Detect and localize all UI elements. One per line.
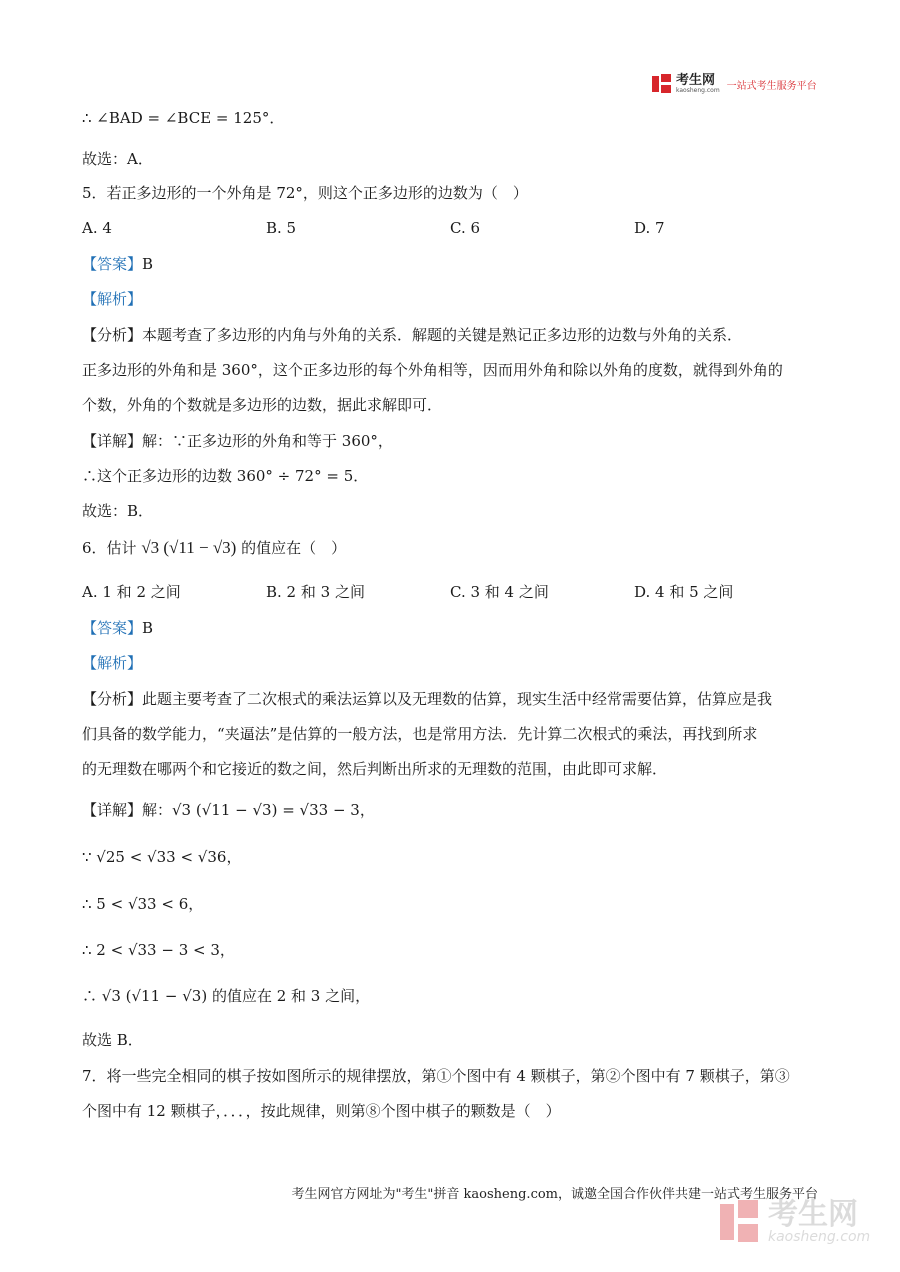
- answer-line: [82, 254, 153, 274]
- kaosheng-watermark-icon: [720, 1200, 760, 1244]
- analysis-text: 此题主要考查了二次根式的乘法运算以及无理数的估算，现实生活中经常需要估算，估算应是我: [142, 690, 773, 708]
- watermark-domain: kaosheng.com: [768, 1229, 871, 1245]
- text-line: 个图中有 12 颗棋子，．．．，按此规律，则第⑧个图中棋子的颗数是（ ）: [82, 1102, 561, 1120]
- question-5: 5．若正多边形的一个外角是 72°，则这个正多边形的边数为（ ）: [82, 184, 528, 202]
- choice-b: B. 2 和 3 之间: [266, 583, 365, 601]
- q6-prefix: 6．估计: [82, 539, 142, 557]
- choice-a: A. 4: [82, 219, 112, 237]
- q6-expression: √3 (√11 − √3): [141, 538, 237, 557]
- text-line: 个数，外角的个数就是多边形的边数，据此求解即可．: [82, 396, 443, 414]
- logo-slogan: 一站式考生服务平台: [726, 80, 817, 92]
- logo-domain: kaosheng.com: [676, 87, 720, 94]
- math-line: ∴ √3 (√11 − √3) 的值应在 2 和 3 之间，: [82, 987, 371, 1005]
- choice-b: B. 5: [266, 219, 297, 237]
- header-logo: [652, 74, 817, 94]
- watermark: [720, 1197, 871, 1245]
- answer-value: B: [142, 255, 154, 273]
- analysis-tag: 【解析】: [82, 654, 143, 672]
- text-line: 正多边形的外角和是 360°，这个正多边形的每个外角相等，因而用外角和除以外角的度数，就得到外角的: [82, 361, 783, 379]
- math-line: ∵ √25 < √33 < √36，: [82, 848, 242, 866]
- q6-suffix: 的值应在（ ）: [236, 539, 347, 557]
- question-6: [82, 538, 346, 558]
- footer-text: 考生网官方网址为"考生"拼音 kaosheng.com，诚邀全国合作伙伴共建一站式考生服务平台: [291, 1187, 818, 1202]
- text-line: ∴ ∠BAD = ∠BCE = 125°．: [82, 109, 285, 127]
- text-line: 故选 B．: [82, 1031, 143, 1049]
- kaosheng-logo-icon: [652, 74, 672, 94]
- answer-line: [82, 618, 153, 638]
- text-line: 故选：A．: [82, 150, 153, 168]
- answer-value: B: [142, 619, 154, 637]
- analysis-tag: 【解析】: [82, 290, 143, 308]
- math-line: ∴这个正多边形的边数 360° ÷ 72° = 5．: [82, 467, 369, 485]
- watermark-name: 考生网: [768, 1197, 858, 1232]
- analysis-line: [82, 325, 742, 345]
- choice-d: D. 7: [634, 219, 665, 237]
- choice-d: D. 4 和 5 之间: [634, 583, 734, 601]
- answer-tag: 【答案】: [82, 619, 143, 637]
- analysis-label: 【分析】: [82, 690, 143, 708]
- math-line: ∴ 2 < √33 − 3 < 3，: [82, 941, 235, 959]
- detail-line: 【详解】解：∵正多边形的外角和等于 360°，: [82, 432, 393, 450]
- text-line: 们具备的数学能力，“夹逼法”是估算的一般方法，也是常用方法．先计算二次根式的乘法，再找到所求: [82, 725, 758, 743]
- choices-row: [82, 218, 818, 238]
- analysis-line: [82, 689, 772, 709]
- choice-c: C. 3 和 4 之间: [450, 583, 549, 601]
- math-line: ∴ 5 < √33 < 6，: [82, 895, 204, 913]
- analysis-text: 本题考查了多边形的内角与外角的关系．解题的关键是熟记正多边形的边数与外角的关系．: [142, 326, 743, 344]
- choice-c: C. 6: [450, 219, 481, 237]
- analysis-label: 【分析】: [82, 326, 143, 344]
- answer-tag: 【答案】: [82, 255, 143, 273]
- choice-a: A. 1 和 2 之间: [82, 583, 181, 601]
- text-line: 故选：B．: [82, 502, 154, 520]
- logo-name: 考生网: [676, 73, 716, 88]
- text-line: 的无理数在哪两个和它接近的数之间，然后判断出所求的无理数的范围，由此即可求解．: [82, 760, 668, 778]
- choices-row: [82, 582, 818, 602]
- question-7: 7．将一些完全相同的棋子按如图所示的规律摆放，第①个图中有 4 颗棋子，第②个图中有 7 颗棋子，第③: [82, 1067, 790, 1085]
- detail-line: 【详解】解：√3 (√11 − √3) = √33 − 3，: [82, 801, 375, 819]
